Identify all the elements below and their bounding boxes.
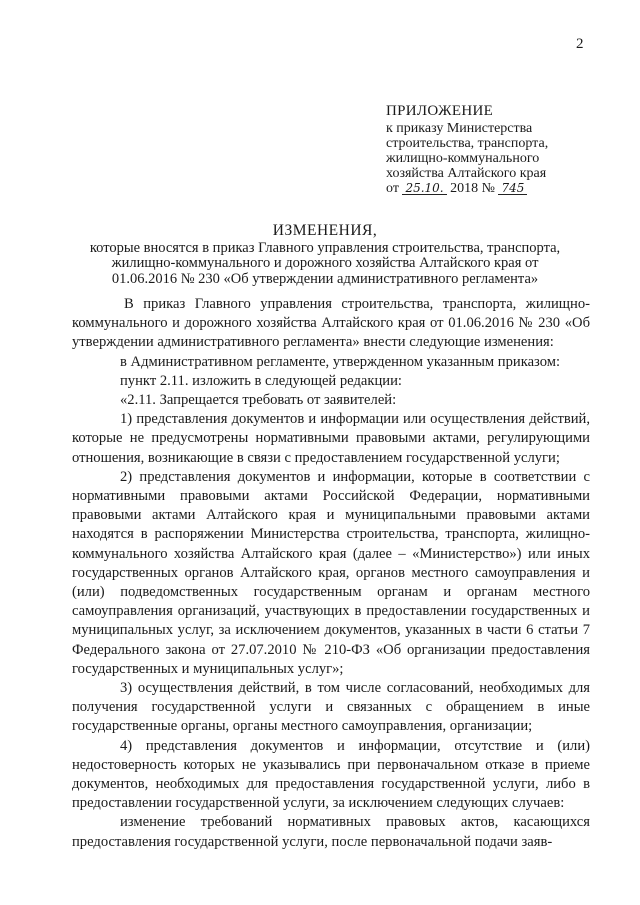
paragraph: В приказ Главного управления строительства, транспорта, жилищно-коммунального и дорожного хозяйства Алтайского края от 01.06.2016 № 230 «Об утверждении административного регламента» внести следующие изменения:	[72, 296, 590, 351]
appendix-date-line	[386, 181, 606, 196]
document-heading	[60, 223, 590, 287]
heading-title: ИЗМЕНЕНИЯ,	[272, 222, 378, 239]
paragraph: 3) осуществления действий, в том числе согласований, необходимых для получения государственной услуги и связанных с обращением в иные государственные органы, органы местного самоуправления, организации;	[72, 680, 590, 735]
appendix-line: к приказу Министерства	[386, 121, 533, 136]
paragraph: пункт 2.11. изложить в следующей редакции:	[120, 372, 402, 389]
appendix-title: ПРИЛОЖЕНИЕ	[386, 103, 494, 119]
paragraph: 1) представления документов и информации или осуществления действий, которые не предусмотрены нормативными правовыми актами, регулирующими отношения, возникающие в связи с предоставлением государственной услуги;	[72, 411, 590, 466]
page-number: 2	[576, 36, 584, 52]
appendix-line: строительства, транспорта,	[386, 136, 549, 151]
heading-line: жилищно-коммунального и дорожного хозяйства Алтайского края от	[111, 255, 539, 271]
appendix-line: хозяйства Алтайского края	[386, 166, 547, 181]
paragraph: 2) представления документов и информации, которые в соответствии с нормативными правовыми актами Российской Федерации, нормативными правовыми актами Алтайского края и муниципальными правовыми актами находятся в распоряжении Министерства строительства, транспорта, жилищно-коммунального хозяйства Алтайского края (далее – «Министерство») или иных государственных органов Алтайского края, органов местного самоуправления и (или) подведомственных государственным органам и органам местного самоуправления организаций, участвующих в предоставлении государственных и муниципальных услуг, за исключением документов, указанных в части 6 статьи 7 Федерального закона от 27.07.2010 № 210-ФЗ «Об организации предоставления государственных и муниципальных услуг»;	[72, 468, 590, 677]
paragraph: 4) представления документов и информации, отсутствие и (или) недостоверность которых не указывались при первоначальном отказе в приеме документов, необходимых для предоставления государственной услуги, либо в предоставлении государственной услуги, за исключением следующих случаев:	[72, 737, 590, 812]
paragraph: «2.11. Запрещается требовать от заявителей:	[120, 392, 397, 409]
heading-line: которые вносятся в приказ Главного управления строительства, транспорта,	[89, 239, 561, 256]
date-prefix: от	[386, 181, 399, 196]
document-body	[72, 295, 590, 852]
date-year: 2018 №	[450, 181, 495, 196]
handwritten-number: 745	[498, 182, 527, 195]
heading-line: 01.06.2016 № 230 «Об утверждении административного регламента»	[111, 270, 539, 287]
paragraph: в Административном регламенте, утвержденном указанным приказом:	[120, 353, 561, 370]
paragraph: изменение требований нормативных правовых актов, касающихся предоставления государственной услуги, после первоначальной подачи заяв-	[72, 814, 590, 850]
appendix-line: жилищно-коммунального	[386, 151, 540, 166]
handwritten-date: 25.10.	[402, 182, 446, 195]
appendix-block	[386, 104, 606, 196]
